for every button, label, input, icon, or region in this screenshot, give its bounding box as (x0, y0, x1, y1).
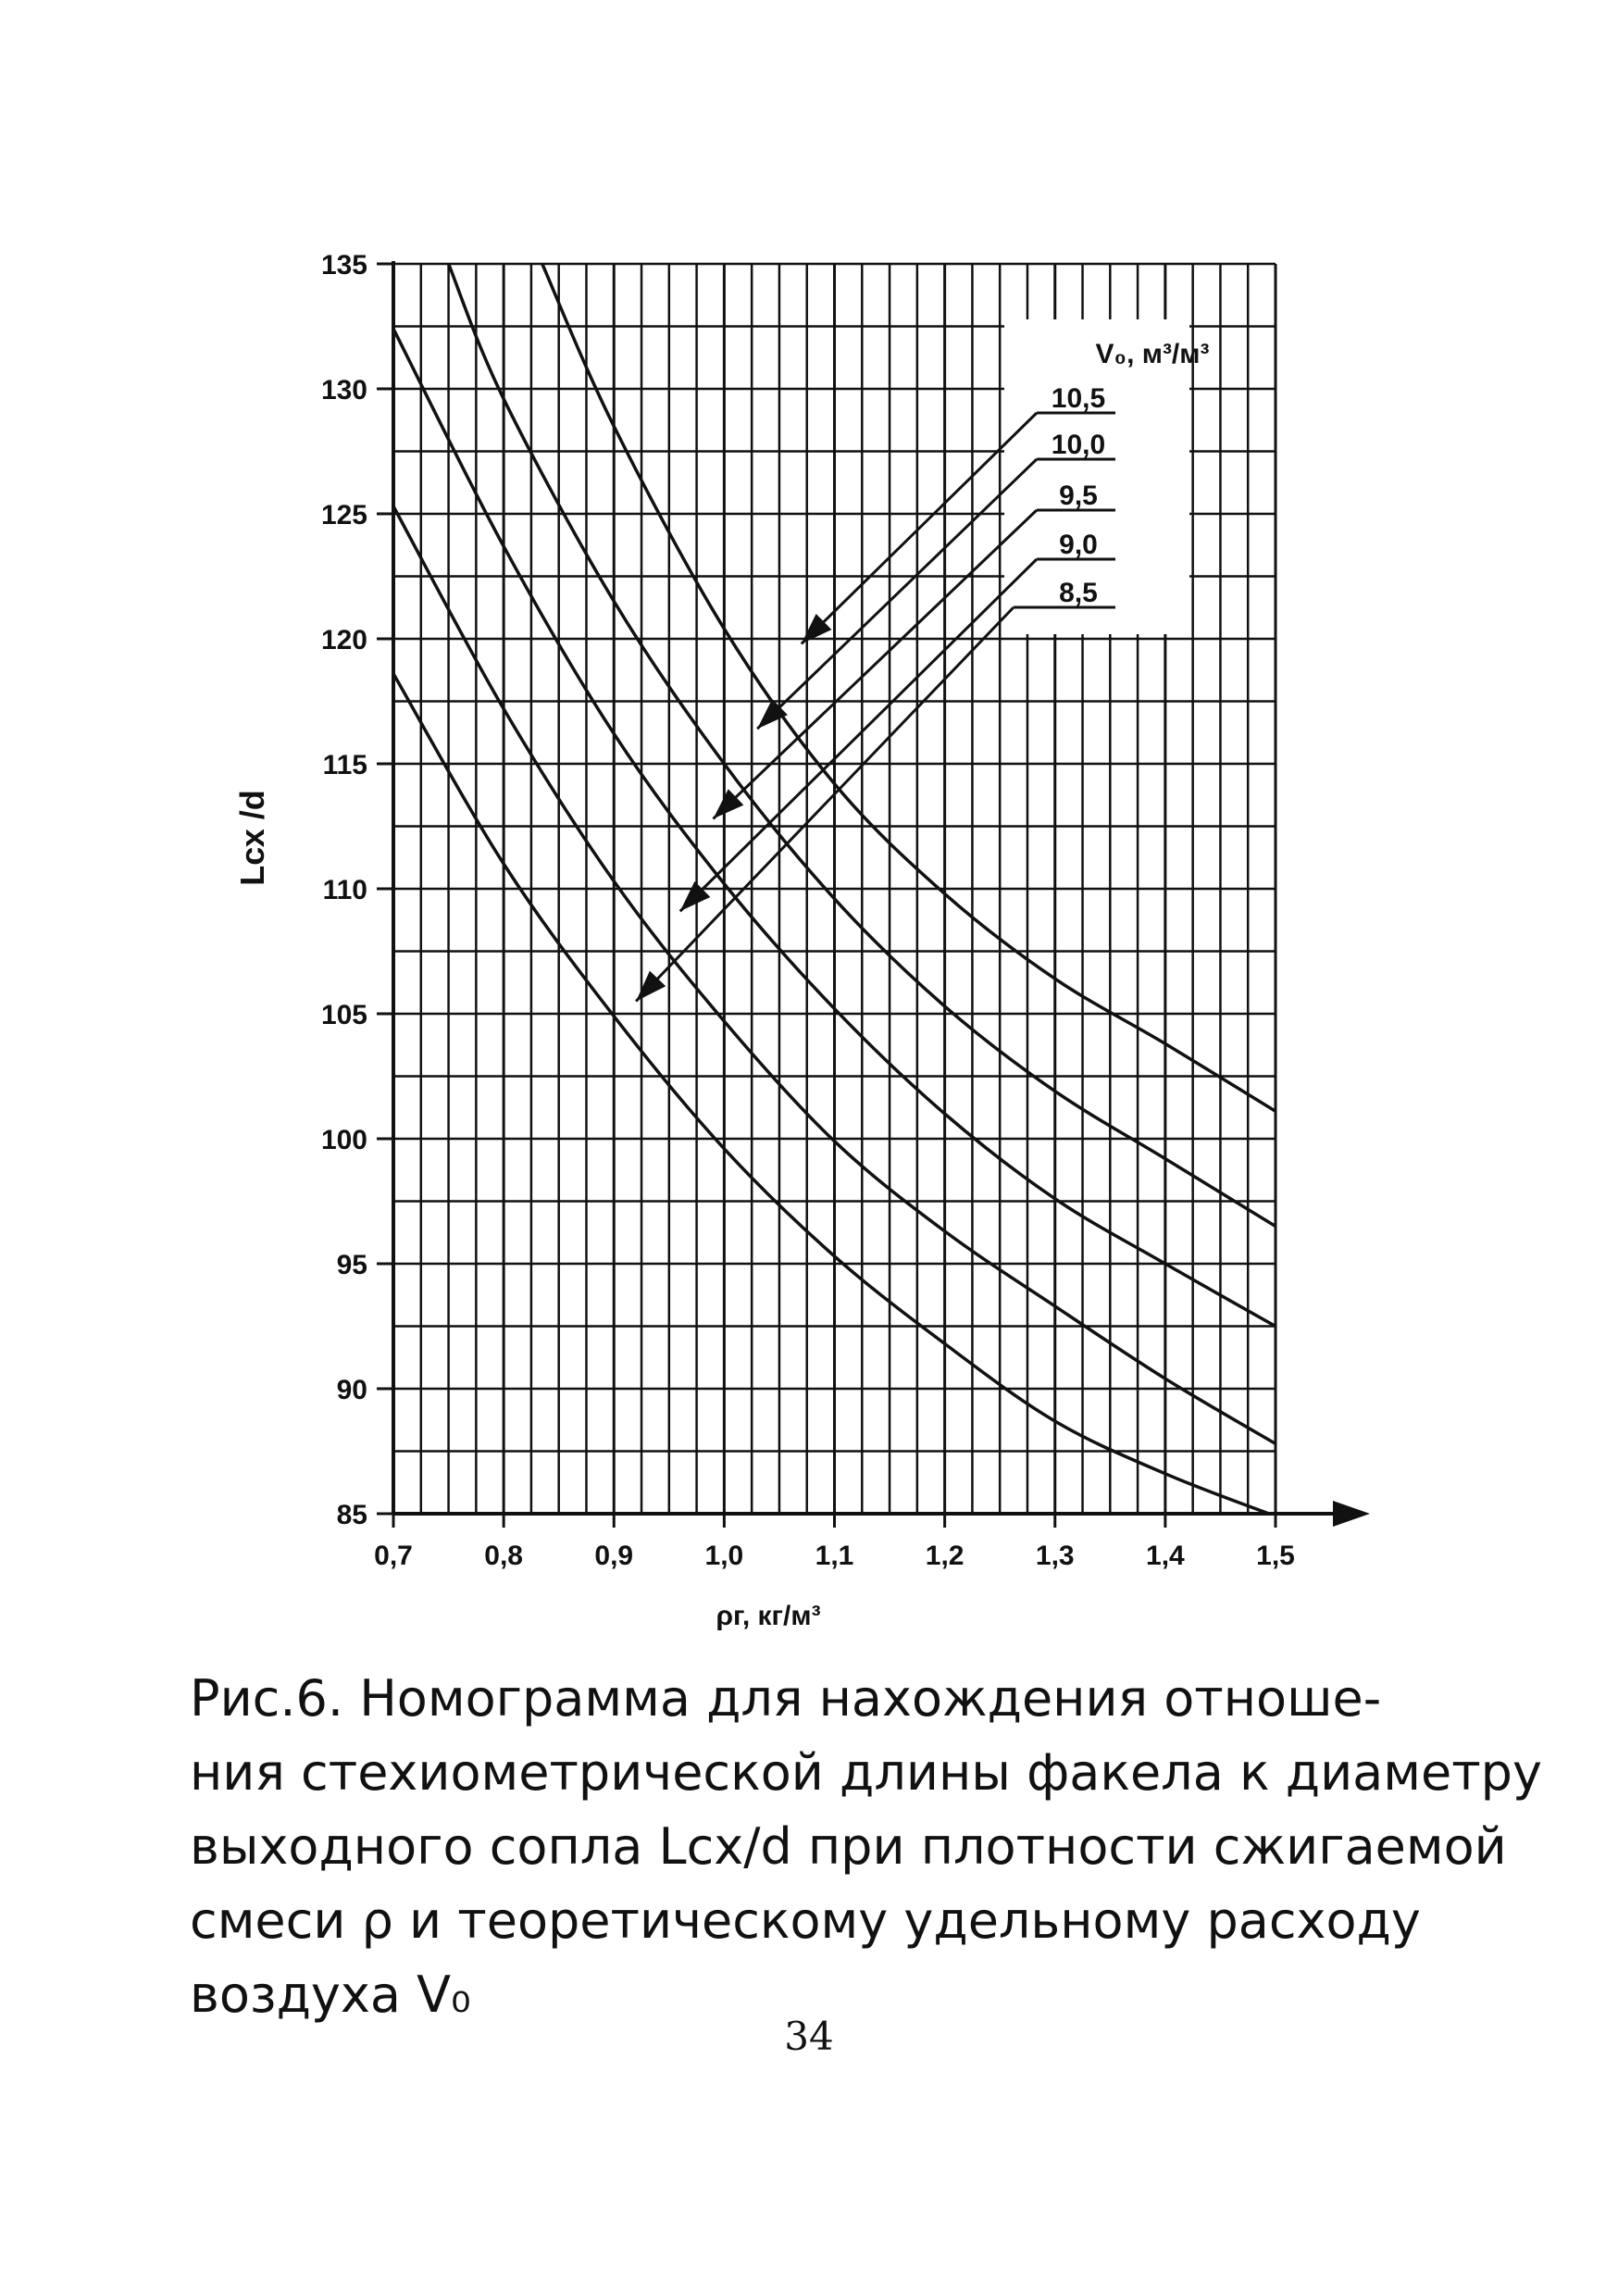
y-tick-label: 95 (336, 1250, 367, 1280)
y-tick-label: 135 (320, 250, 367, 281)
y-tick-label: 115 (322, 750, 367, 780)
legend-leader-line (802, 413, 1037, 643)
x-tick-label: 1,1 (815, 1541, 854, 1571)
y-tick-label: 125 (320, 500, 367, 530)
x-tick-label: 1,2 (925, 1541, 965, 1571)
legend-leader-line (713, 510, 1037, 818)
page-number: 34 (784, 2014, 834, 2059)
legend-label-9-5: 9,5 (1059, 480, 1098, 511)
y-tick-label: 100 (320, 1125, 367, 1155)
caption-line: выходного сопла Lсх/d при плотности сжигаемой (190, 1817, 1507, 1876)
y-tick-label: 110 (322, 875, 367, 905)
legend-label-10-5: 10,5 (1051, 383, 1106, 414)
legend-leader-line (680, 559, 1037, 911)
x-axis-label: ρг, кг/м³ (716, 1601, 821, 1631)
x-tick-label: 0,8 (484, 1541, 523, 1571)
legend-label-10-0: 10,0 (1051, 430, 1106, 460)
y-tick-label: 105 (320, 1000, 367, 1030)
legend-title: V₀, м³/м³ (1095, 339, 1210, 369)
x-tick-label: 0,9 (594, 1541, 634, 1571)
caption-line: Рис.6. Номограмма для нахождения отноше- (190, 1669, 1382, 1728)
legend-leader-line (757, 459, 1037, 729)
y-tick-label: 120 (320, 625, 367, 655)
figure-caption (190, 1662, 1542, 2032)
legend (636, 319, 1209, 1002)
y-tick-label: 90 (336, 1375, 367, 1405)
caption-line: ния стехиометрической длины факела к диаметру (190, 1743, 1542, 1802)
legend-label-8-5: 8,5 (1059, 578, 1098, 608)
caption-line: смеси ρ и теоретическому удельному расходу (190, 1891, 1421, 1950)
x-tick-label: 1,3 (1035, 1541, 1075, 1571)
x-tick-label: 1,5 (1256, 1541, 1295, 1571)
x-tick-label: 1,0 (704, 1541, 744, 1571)
legend-leader-line (636, 607, 1014, 1002)
y-tick-label: 130 (320, 375, 367, 406)
x-tick-label: 1,4 (1146, 1541, 1185, 1571)
legend-label-9-0: 9,0 (1059, 530, 1098, 560)
y-tick-label: 85 (336, 1500, 367, 1530)
x-axis-arrowhead (1333, 1501, 1370, 1527)
y-axis-label: Lсх /d (233, 790, 271, 886)
caption-line: воздуха V₀ (190, 1965, 471, 2024)
x-tick-label: 0,7 (374, 1541, 413, 1571)
